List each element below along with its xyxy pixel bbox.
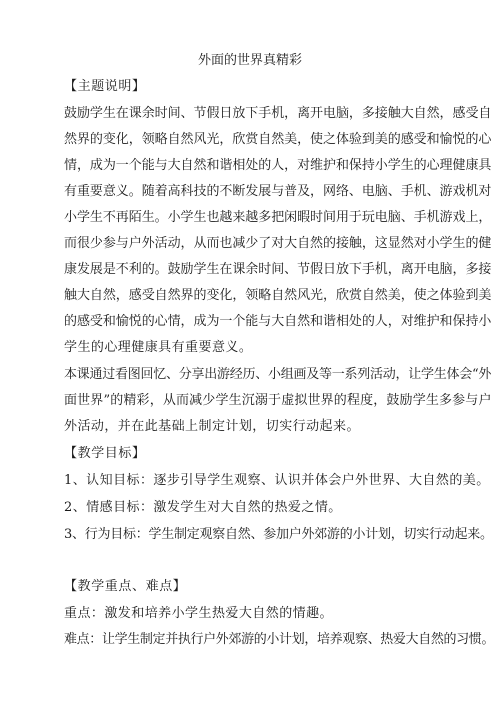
paragraph-line: 面世界”的精彩，从而减少学生沉溺于虚拟世界的程度，鼓励学生多参与户	[64, 393, 492, 408]
paragraph-line: 的感受和愉悦的心情，成为一个能与大自然和谐相处的人，对维护和保持小	[64, 314, 492, 329]
paragraph-line: 然界的变化，领略自然风光，欣赏自然美，使之体验到美的感受和愉悦的心	[64, 132, 492, 147]
goal-item-emotional: 2、情感目标：激发学生对大自然的热爱之情。	[64, 500, 342, 515]
paragraph-line: 而很少参与户外活动，从而也减少了对大自然的接触，这显然对小学生的健	[64, 236, 492, 251]
paragraph-line: 本课通过看图回忆、分享出游经历、小组画及等一系列活动，让学生体会“外	[64, 367, 492, 382]
paragraph-line: 触大自然，感受自然界的变化，领略自然风光，欣赏自然美，使之体验到美	[64, 288, 492, 303]
document-title: 外面的世界真精彩	[197, 53, 302, 68]
goal-item-behavioral: 3、行为目标：学生制定观察自然、参加户外郊游的小计划，切实行动起来。	[64, 527, 493, 542]
paragraph-line: 情，成为一个能与大自然和谐相处的人，对维护和保持小学生的心理健康具	[64, 158, 492, 173]
paragraph-line: 鼓励学生在课余时间、节假日放下手机，离开电脑，多接触大自然，感受自	[64, 106, 492, 121]
goal-item-cognitive: 1、认知目标：逐步引导学生观察、认识并体会户外世界、大自然的美。	[64, 473, 490, 488]
paragraph-line: 有重要意义。随着高科技的不断发展与普及，网络、电脑、手机、游戏机对	[64, 184, 492, 199]
paragraph-line: 康发展是不利的。鼓励学生在课余时间、节假日放下手机，离开电脑，多接	[64, 262, 492, 277]
paragraph-line: 小学生不再陌生。小学生也越来越多把闲暇时间用于玩电脑、手机游戏上，	[64, 210, 492, 225]
difficulty-text: 难点：让学生制定并执行户外郊游的小计划，培养观察、热爱大自然的习惯。	[64, 632, 495, 647]
goals-heading: 【教学目标】	[64, 446, 146, 461]
paragraph-line: 学生的心理健康具有重要意义。	[64, 340, 253, 355]
paragraph-line: 外活动，并在此基础上制定计划，切实行动起来。	[64, 419, 360, 434]
focus-heading: 【教学重点、难点】	[64, 579, 187, 594]
key-point-text: 重点：激发和培养小学生热爱大自然的情趣。	[64, 606, 334, 621]
theme-heading: 【主题说明】	[64, 79, 146, 94]
